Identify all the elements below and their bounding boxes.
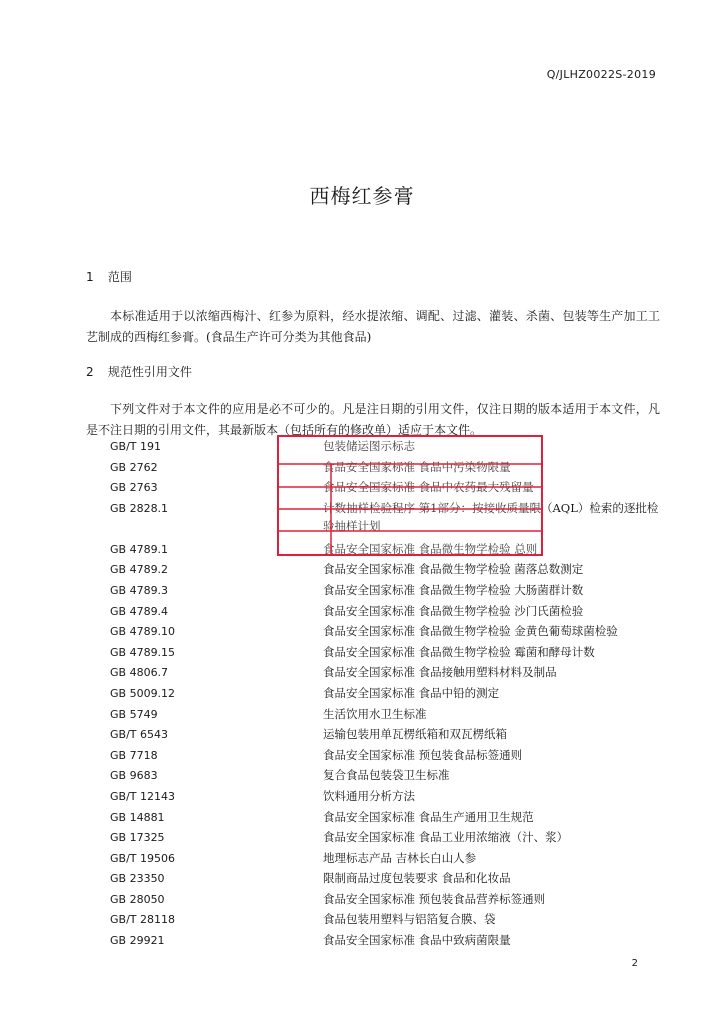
reference-code: GB 5749 xyxy=(110,707,158,721)
page-number: 2 xyxy=(631,958,638,969)
reference-code: GB 2828.1 xyxy=(110,501,169,515)
reference-title: 食品安全国家标准 食品微生物学检验 沙门氏菌检验 xyxy=(323,603,584,618)
reference-title: 食品安全国家标准 食品接触用塑料材料及制品 xyxy=(323,665,557,680)
reference-title: 食品安全国家标准 食品微生物学检验 总则 xyxy=(323,541,538,556)
reference-code: GB 17325 xyxy=(110,831,165,845)
reference-code: GB/T 12143 xyxy=(110,789,175,803)
reference-code: GB 4789.10 xyxy=(110,625,176,639)
reference-code: GB 5009.12 xyxy=(110,686,176,700)
reference-row xyxy=(110,622,670,643)
reference-row xyxy=(110,890,670,911)
reference-code: GB 4806.7 xyxy=(110,666,169,680)
page-title: 西梅红参膏 xyxy=(309,184,415,208)
reference-code: GB/T 6543 xyxy=(110,728,168,742)
reference-code: GB 4789.15 xyxy=(110,645,176,659)
reference-row xyxy=(110,910,670,931)
reference-title: 食品包装用塑料与铝箔复合膜、袋 xyxy=(323,912,496,927)
reference-row xyxy=(110,602,670,623)
reference-row xyxy=(110,746,670,767)
reference-code: GB 4789.1 xyxy=(110,542,169,556)
reference-title: 食品安全国家标准 食品生产通用卫生规范 xyxy=(323,809,534,824)
reference-row xyxy=(110,725,670,746)
reference-code: GB 9683 xyxy=(110,769,158,783)
reference-row xyxy=(110,808,670,829)
reference-code: GB 4789.3 xyxy=(110,583,169,597)
reference-code: GB/T 19506 xyxy=(110,851,175,865)
reference-row xyxy=(110,849,670,870)
filing-stamp xyxy=(277,435,543,556)
reference-title: 包装储运图示标志 xyxy=(323,439,415,453)
reference-title: 食品安全国家标准 食品微生物学检验 霉菌和酵母计数 xyxy=(323,644,595,659)
reference-code: GB/T 28118 xyxy=(110,913,175,927)
reference-row xyxy=(110,828,670,849)
section-2-title: 规范性引用文件 xyxy=(107,365,192,379)
section-1-text: 本标准适用于以浓缩西梅汁、红参为原料，经水提浓缩、调配、过滤、灌装、杀菌、包装等生产加工工艺制成的西梅红参膏。(食品生产许可分类为其他食品) xyxy=(86,309,660,344)
reference-code: GB 4789.4 xyxy=(110,604,169,618)
reference-code: GB/T 191 xyxy=(110,440,161,453)
reference-title: 饮料通用分析方法 xyxy=(323,788,415,803)
reference-title: 生活饮用水卫生标准 xyxy=(323,706,427,721)
reference-code: GB 29921 xyxy=(110,934,165,948)
reference-code: GB 7718 xyxy=(110,748,158,762)
reference-code: GB 2763 xyxy=(110,481,158,495)
reference-title: 食品安全国家标准 食品中农药最大残留量 xyxy=(323,480,534,495)
reference-row xyxy=(110,684,670,705)
reference-title: 复合食品包装袋卫生标准 xyxy=(323,768,450,783)
reference-title: 食品安全国家标准 预包装食品标签通则 xyxy=(323,747,523,762)
reference-title: 食品安全国家标准 食品工业用浓缩液（汁、浆） xyxy=(323,830,569,845)
reference-row xyxy=(110,643,670,664)
reference-row xyxy=(110,560,670,581)
reference-row xyxy=(110,869,670,890)
section-2-number: 2 xyxy=(86,365,94,379)
reference-code: GB 2762 xyxy=(110,460,158,474)
reference-title: 食品安全国家标准 食品微生物学检验 金黄色葡萄球菌检验 xyxy=(323,624,618,639)
reference-title: 地理标志产品 吉林长白山人参 xyxy=(323,850,477,865)
reference-row xyxy=(110,766,670,787)
reference-title: 食品安全国家标准 食品中铅的测定 xyxy=(323,685,500,700)
reference-row xyxy=(110,581,670,602)
reference-row xyxy=(110,705,670,726)
reference-title: 食品安全国家标准 食品微生物学检验 菌落总数测定 xyxy=(323,562,584,577)
section-1-heading xyxy=(86,268,132,285)
reference-title: 食品安全国家标准 食品微生物学检验 大肠菌群计数 xyxy=(323,582,584,597)
reference-title: 计数抽样检验程序 第1部分：按接收质量限（AQL）检索的逐批检验抽样计划 xyxy=(323,500,659,533)
reference-title: 食品安全国家标准 食品中致病菌限量 xyxy=(323,933,511,948)
filing-stamp-graphic xyxy=(279,437,541,554)
reference-row xyxy=(110,787,670,808)
reference-row xyxy=(110,663,670,684)
section-1-title: 范围 xyxy=(107,270,132,284)
reference-title: 食品安全国家标准 食品中污染物限量 xyxy=(323,459,511,474)
section-2-intro: 下列文件对于本文件的应用是必不可少的。凡是注日期的引用文件，仅注日期的版本适用于本文件，凡是不注日期的引用文件，其最新版本（包括所有的修改单）适应于本文件。 xyxy=(86,402,660,437)
reference-title: 食品安全国家标准 预包装食品营养标签通则 xyxy=(323,891,546,906)
reference-row xyxy=(110,931,670,952)
reference-title: 运输包装用单瓦楞纸箱和双瓦楞纸箱 xyxy=(323,727,507,742)
reference-code: GB 4789.2 xyxy=(110,563,169,577)
standard-code: Q/JLHZ0022S-2019 xyxy=(546,68,656,81)
section-1-number: 1 xyxy=(86,270,94,284)
reference-code: GB 23350 xyxy=(110,872,165,886)
reference-title: 限制商品过度包装要求 食品和化妆品 xyxy=(323,871,511,886)
section-2-heading xyxy=(86,363,192,380)
reference-code: GB 28050 xyxy=(110,892,165,906)
reference-code: GB 14881 xyxy=(110,810,165,824)
